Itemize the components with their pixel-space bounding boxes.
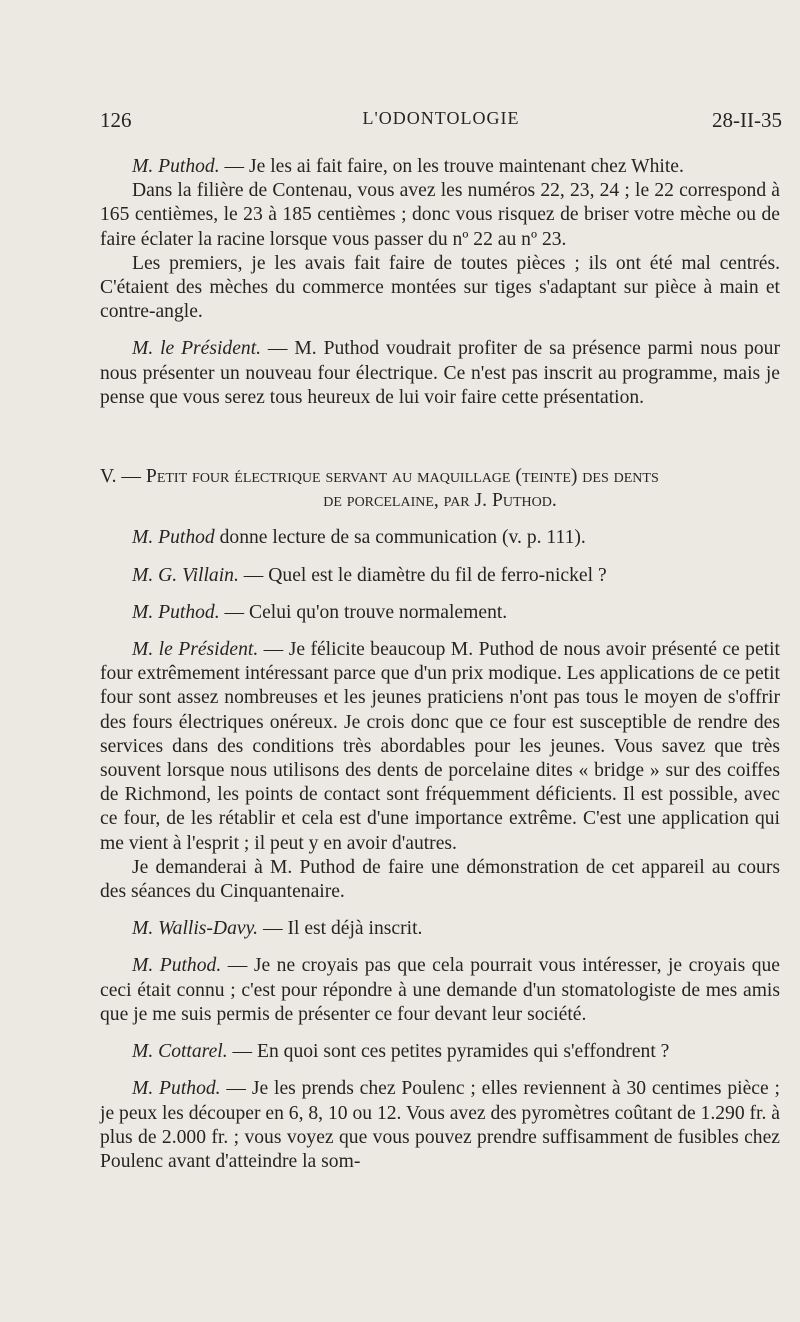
issue-date: 28-II-35 [712,108,782,132]
section-author: J. Puthod. [474,490,557,512]
speaker-name: M. Wallis-Davy. [132,918,259,940]
journal-title: L'ODONTOLOGIE [362,108,520,128]
paragraph: M. G. Villain. — Quel est le diamètre du fil de ferro-nickel ? [132,564,607,586]
speaker-name: M. le Président. [132,639,259,661]
paragraph: Je demanderai à M. Puthod de faire une démonstration de cet appareil au cours des séances du Cinquantenaire. [100,856,780,903]
paragraph: M. le Président. — M. Puthod voudrait profiter de sa présence parmi nous pour nous présenter un nouveau four électrique. Ce n'est pas inscrit au programme, mais je pense que vous serez tous heureux de lui voir faire cette présentation. [100,338,780,408]
paragraph: M. Wallis-Davy. — Il est déjà inscrit. [132,918,423,940]
speaker-name: M. Puthod. [132,601,220,623]
section-heading-line2: de porcelaine, par J. Puthod. [323,490,557,512]
page-number: 126 [100,108,132,132]
paragraph: M. Puthod donne lecture de sa communication (v. p. 111). [132,527,586,549]
paragraph: M. le Président. — Je félicite beaucoup M. Puthod de nous avoir présenté ce petit four extrêmement intéressant parce que d'un prix modique. Les applications de ce petit four sont assez nombreuses et les jeunes praticiens n'ont pas tous le moyen de s'offrir des fours électriques onéreux. Je crois donc que ce four est susceptible de rendre des services dans des conditions très abordables pour les jeunes. Vous savez que très souvent lorsque nous utilisons des dents de porcelaine dites « bridge » sur des coiffes de Richmond, les points de contact sont fréquemment déficients. Il est possible, avec ce four, de les rétablir et cela est d'une importance extrême. C'est une application qui me vient à l'esprit ; il peut y en avoir d'autres. [100,639,780,854]
paragraph: M. Puthod. — Celui qu'on trouve normalement. [132,601,508,623]
speaker-name: M. Puthod. [132,156,220,177]
section-heading: V. — Petit four électrique servant au maquillage (teinte) des dents [100,466,659,488]
paragraph: Les premiers, je les avais fait faire de toutes pièces ; ils ont été mal centrés. C'étaient des mèches du commerce montées sur tiges s'adaptant sur pièce à main et contre-angle. [100,252,780,323]
running-header [100,108,782,138]
speaker-name: M. G. Villain. [132,564,239,586]
speaker-name: M. Puthod. [132,1078,221,1100]
paragraph: M. Puthod. — Je ne croyais pas que cela pourrait vous intéresser, je croyais que ceci était connu ; c'est pour répondre à une demande d'un stomatologiste de mes amis que je me suis permis de présenter ce four devant leur société. [100,955,780,1025]
paragraph: M. Puthod. — Je les prends chez Poulenc ; elles reviennent à 30 centimes pièce ; je peux les découper en 6, 8, 10 ou 12. Vous avez des pyromètres coûtant de 1.290 fr. à plus de 2.000 fr. ; vous voyez que vous pouvez prendre suffisamment de fusibles chez Poulenc avant d'atteindre la som- [100,1078,780,1172]
paragraph: M. Puthod. — Je les ai fait faire, on les trouve maintenant chez White. [132,156,684,177]
speaker-name: M. Puthod [132,527,215,549]
speaker-name: M. Puthod. [132,955,222,977]
paragraph: M. Cottarel. — En quoi sont ces petites pyramides qui s'effondrent ? [132,1041,670,1063]
speaker-name: M. le Président. [132,338,262,360]
paragraph: Dans la filière de Contenau, vous avez les numéros 22, 23, 24 ; le 22 correspond à 165 centièmes, le 23 à 185 centièmes ; donc vous risquez de briser votre mèche ou de faire éclater la racine lorsque vous passer du nº 22 au nº 23. [100,180,780,250]
page-body [100,155,780,1174]
speaker-name: M. Cottarel. [132,1041,228,1063]
